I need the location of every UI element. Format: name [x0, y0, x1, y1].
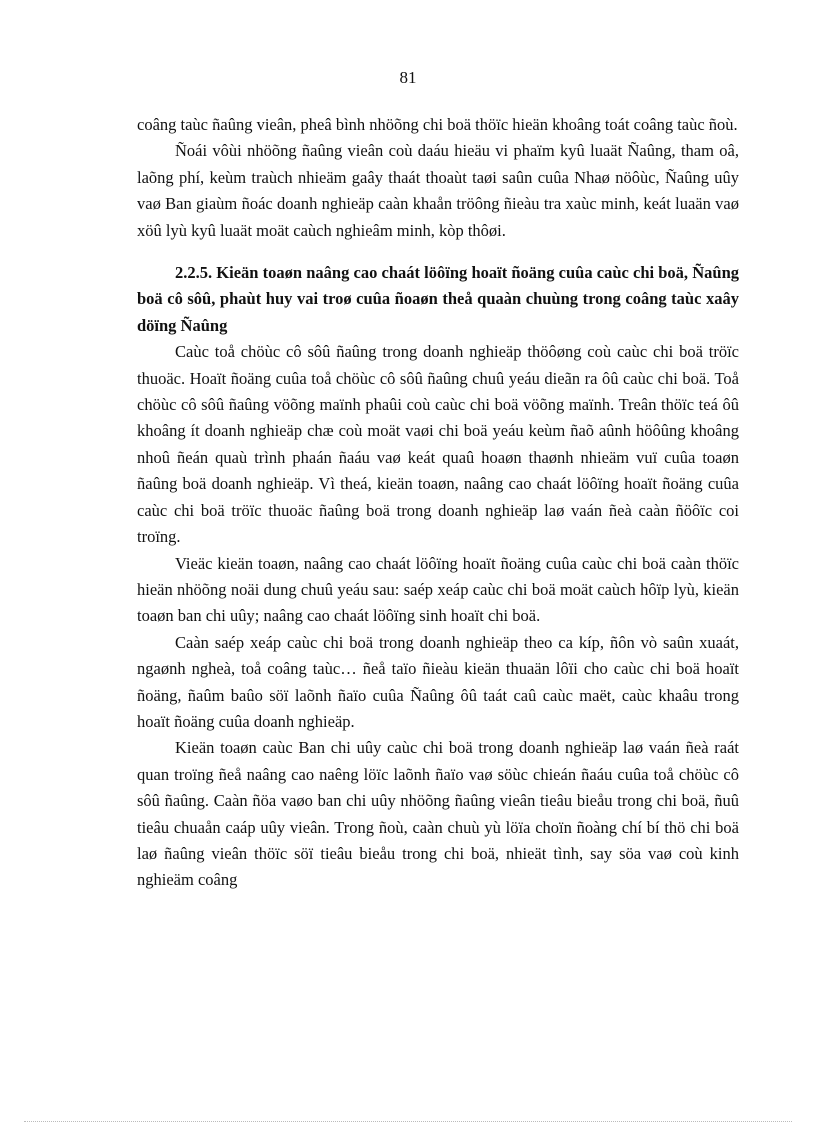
paragraph: Vieäc kieän toaøn, naâng cao chaát löôïng hoaït ñoäng cuûa caùc chi boä caàn thöïc hieän nhöõng noäi dung chuû yeáu sau: saép xeáp caùc chi boä moät caùch hôïp lyù, kieän toaøn ban chi uûy; naâng cao chaát löôïng sinh hoaït chi boä. — [137, 553, 739, 626]
paragraph: Ñoái vôùi nhöõng ñaûng vieân coù daáu hieäu vi phaïm kyû luaät Ñaûng, tham oâ, laõng phí, keùm traùch nhieäm gaây thaát thoaùt taøi saûn cuûa Nhaø nöôùc, Ñaûng uûy vaø Ban giaùm ñoác doanh nghieäp caàn khaån tröông ñieàu tra xaùc minh, keát luaän vaø xöû lyù kyû luaät moät caùch nghieâm minh, kòp thôøi. — [137, 141, 739, 240]
section-heading: 2.2.5. Kieän toaøn naâng cao chaát löôïng hoaït ñoäng cuûa caùc chi boä, Ñaûng boä cô sôû, phaùt huy vai troø cuûa ñoaøn theå quaàn chuùng trong coâng taùc xaây döïng Ñaûng — [137, 263, 739, 335]
paragraph: Caùc toå chöùc cô sôû ñaûng trong doanh nghieäp thöôøng coù caùc chi boä tröïc thuoäc. Hoaït ñoäng cuûa toå chöùc cô sôû ñaûng chuû yeáu dieãn ra ôû caùc chi boä. Toå chöùc cô sôû ñaûng vöõng maïnh phaûi coù caùc chi boä vöõng maïnh. Treân thöïc teá ôû khoâng ít doanh nghieäp chæ coù moät vaøi chi boä yeáu keùm ñaõ aûnh höôûng khoâng nhoû ñeán quaù trình phaán ñaáu vaø keát quaû hoaøn thaønh nhieäm vuï cuûa toaøn ñaûng boä doanh nghieäp. Vì theá, kieän toaøn, naâng cao chaát löôïng hoaït ñoäng cuûa caùc chi boä tröïc thuoäc ñaûng boä trong doanh nghieäp laø vaán ñeà caàn ñöôïc coi troïng. — [137, 342, 739, 547]
page-number: 81 — [399, 68, 417, 87]
paragraph-continuation: coâng taùc ñaûng vieân, pheâ bình nhöõng chi boä thöïc hieän khoâng toát coâng taùc ñoù. — [137, 115, 738, 134]
page-body — [137, 112, 739, 894]
paragraph: Caàn saép xeáp caùc chi boä trong doanh nghieäp theo ca kíp, ñôn vò saûn xuaát, ngaønh ngheà, toå coâng taùc… ñeå taïo ñieàu kieän thuaän lôïi cho caùc chi boä hoaït ñoäng, ñaûm baûo söï laõnh ñaïo cuûa Ñaûng ôû taát caû caùc maët, caùc khaâu trong hoaït ñoäng cuûa doanh nghieäp. — [137, 632, 739, 731]
paragraph: Kieän toaøn caùc Ban chi uûy caùc chi boä trong doanh nghieäp laø vaán ñeà raát quan troïng ñeå naâng cao naêng löïc laõnh ñaïo vaø söùc chieán ñaáu cuûa toå chöùc cô sôû ñaûng. Caàn ñöa vaøo ban chi uûy nhöõng ñaûng vieân tieâu bieåu trong chi boä, ñuû tieâu chuaån caáp uûy vieân. Trong ñoù, caàn chuù yù löïa choïn ñoàng chí bí thö chi boä laø ñaûng vieân thöïc söï tieâu bieåu trong chi boä, nhieät tình, say söa vaø coù kinh nghieäm coâng — [137, 738, 739, 890]
page-bottom-divider — [24, 1121, 792, 1122]
